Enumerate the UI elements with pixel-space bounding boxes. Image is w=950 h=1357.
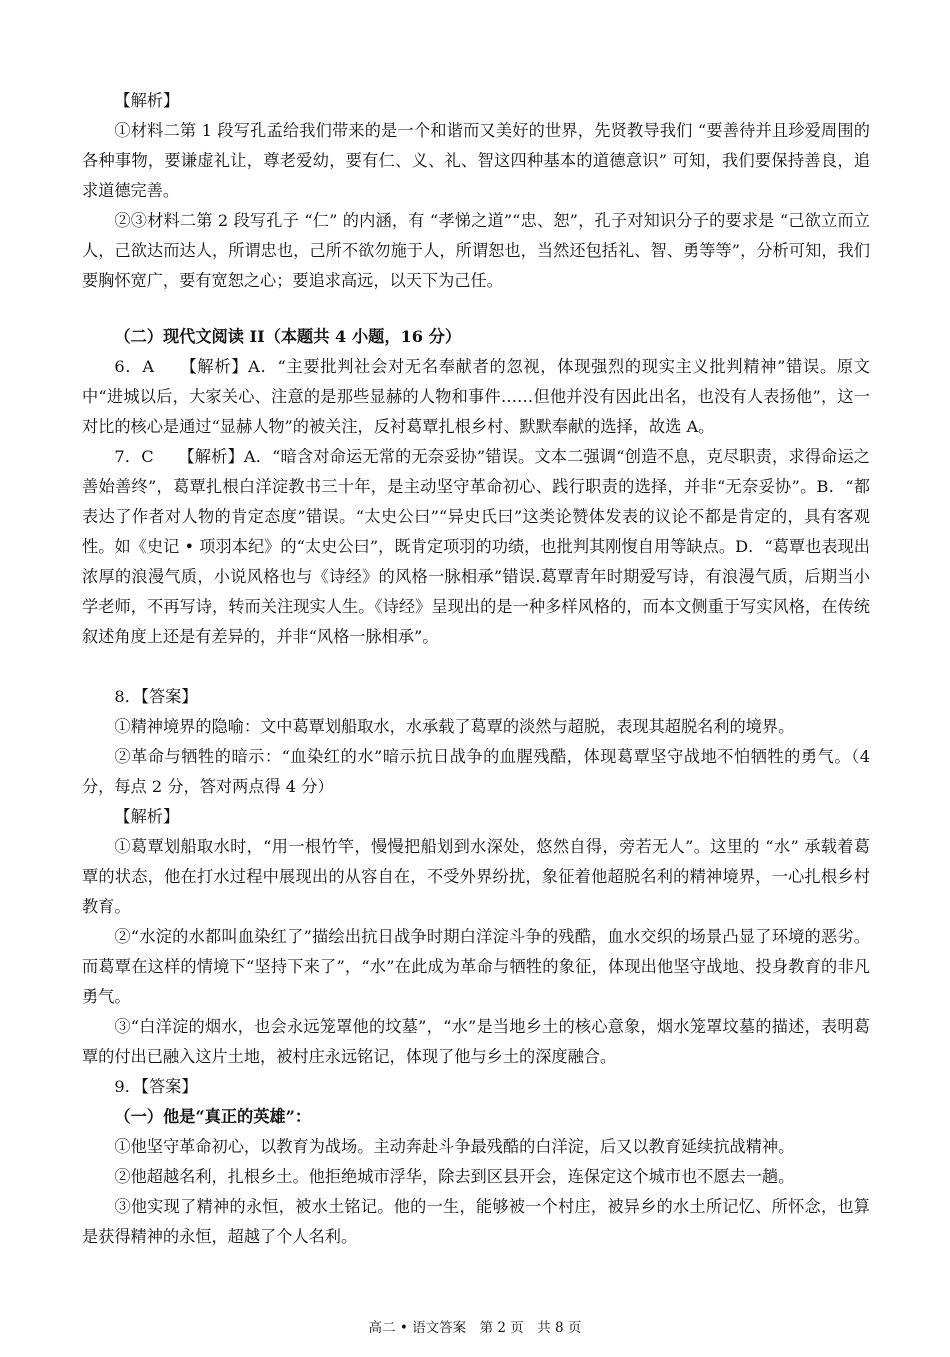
question-8-answer-1: ①精神境界的隐喻：文中葛覃划船取水，水承载了葛覃的淡然与超脱，表现其超脱名利的境界。 bbox=[114, 717, 795, 736]
question-9-answer-2: ②他超越名利，扎根乡土。他拒绝城市浮华，除去到区县开会，连保定这个城市也不愿去一趟。 bbox=[114, 1167, 795, 1186]
section-title-reading-2: （二）现代文阅读 II（本题共 4 小题，16 分） bbox=[114, 327, 462, 346]
question-8-analysis-label: 【解析】 bbox=[114, 807, 180, 826]
question-9-answer-1: ①他坚守革命初心，以教育为战场。主动奔赴斗争最残酷的白洋淀，后又以教育延续抗战精神。 bbox=[114, 1137, 795, 1156]
analysis-paragraph-2: ②③材料二第 2 段写孔子 “仁” 的内涵，有 “孝悌之道”“忠、恕”，孔子对知识分子的要求是 “己欲立而立人，己欲达而达人，所谓忠也，己所不欲勿施于人，所谓恕也，当然还包括礼、智、勇等等”，分析可知，我们要胸怀宽广，要有宽恕之心；要追求高远，以天下为己任。 bbox=[82, 211, 870, 290]
question-7-answer: 7．C 【解析】A．“暗含对命运无常的无奈妥协”错误。文本二强调“创造不息，克尽职责，求得命运之善始善终”，葛覃扎根白洋淀教书三十年，是主动坚守革命初心、践行职责的选择，并非“无奈妥协”。B．“都表达了作者对人物的肯定态度”错误。“太史公曰”“异史氏曰”这类论赞体发表的议论不都是肯定的，具有客观性。如《史记 • 项羽本纪》的“太史公曰”，既肯定项羽的功绩，也批判其刚愎自用等缺点。D．“葛覃也表现出浓厚的浪漫气质，小说风格也与《诗经》的风格一脉相承”错误.葛覃青年时期爱写诗，有浪漫气质，后期当小学老师，不再写诗，转而关注现实人生。《诗经》呈现出的是一种多样风格的，而本文侧重于写实风格，在传统叙述角度上还是有差异的，并非“风格一脉相承”。 bbox=[82, 447, 870, 646]
question-8-answer-2: ②革命与牺牲的暗示：“血染红的水”暗示抗日战争的血腥残酷，体现葛覃坚守战地不怕牺牲的勇气。（4 分，每点 2 分，答对两点得 4 分） bbox=[82, 747, 870, 796]
analysis-heading: 【解析】 bbox=[114, 91, 180, 110]
question-8-analysis-1: ①葛覃划船取水时，“用一根竹竿，慢慢把船划到水深处，悠然自得，旁若无人”。这里的 “水” 承载着葛覃的状态，他在打水过程中展现出的从容自在，不受外界纷扰，象征着他超脱名利的精神境界，一心扎根乡村教育。 bbox=[82, 837, 870, 916]
question-6-answer: 6．A 【解析】A．“主要批判社会对无名奉献者的忽视，体现强烈的现实主义批判精神”错误。原文中“进城以后，大家关心、注意的是那些显赫的人物和事件……但他并没有因此出名，也没有人表扬他”，这一对比的核心是通过“显赫人物”的被关注，反衬葛覃扎根乡村、默默奉献的选择，故选 A。 bbox=[82, 357, 870, 436]
question-9-subtitle: （一）他是“真正的英雄”： bbox=[114, 1107, 312, 1126]
page-footer: 高二 • 语文答案 第 2 页 共 8 页 bbox=[368, 1320, 582, 1336]
question-8-analysis-2: ②“水淀的水都叫血染红了”描绘出抗日战争时期白洋淀斗争的残酷，血水交织的场景凸显了环境的恶劣。而葛覃在这样的情境下“坚持下来了”，“水”在此成为革命与牺牲的象征，体现出他坚守战地、投身教育的非凡勇气。 bbox=[82, 927, 870, 1006]
question-8-label: 8．【答案】 bbox=[114, 687, 198, 706]
question-9-label: 9．【答案】 bbox=[114, 1077, 198, 1096]
question-8-analysis-3: ③“白洋淀的烟水，也会永远笼罩他的坟墓”，“水”是当地乡土的核心意象，烟水笼罩坟墓的描述，表明葛覃的付出已融入这片土地，被村庄永远铭记，体现了他与乡土的深度融合。 bbox=[82, 1017, 870, 1066]
analysis-paragraph-1: ①材料二第 1 段写孔孟给我们带来的是一个和谐而又美好的世界，先贤教导我们 “要善待并且珍爱周围的各种事物，要谦虚礼让，尊老爱幼，要有仁、义、礼、智这四种基本的道德意识” 可知，我们要保持善良，追求道德完善。 bbox=[82, 121, 870, 200]
question-9-answer-3: ③他实现了精神的永恒，被水土铭记。他的一生，能够被一个村庄，被异乡的水土所记忆、所怀念，也算是获得精神的永恒，超越了个人名利。 bbox=[82, 1197, 870, 1246]
